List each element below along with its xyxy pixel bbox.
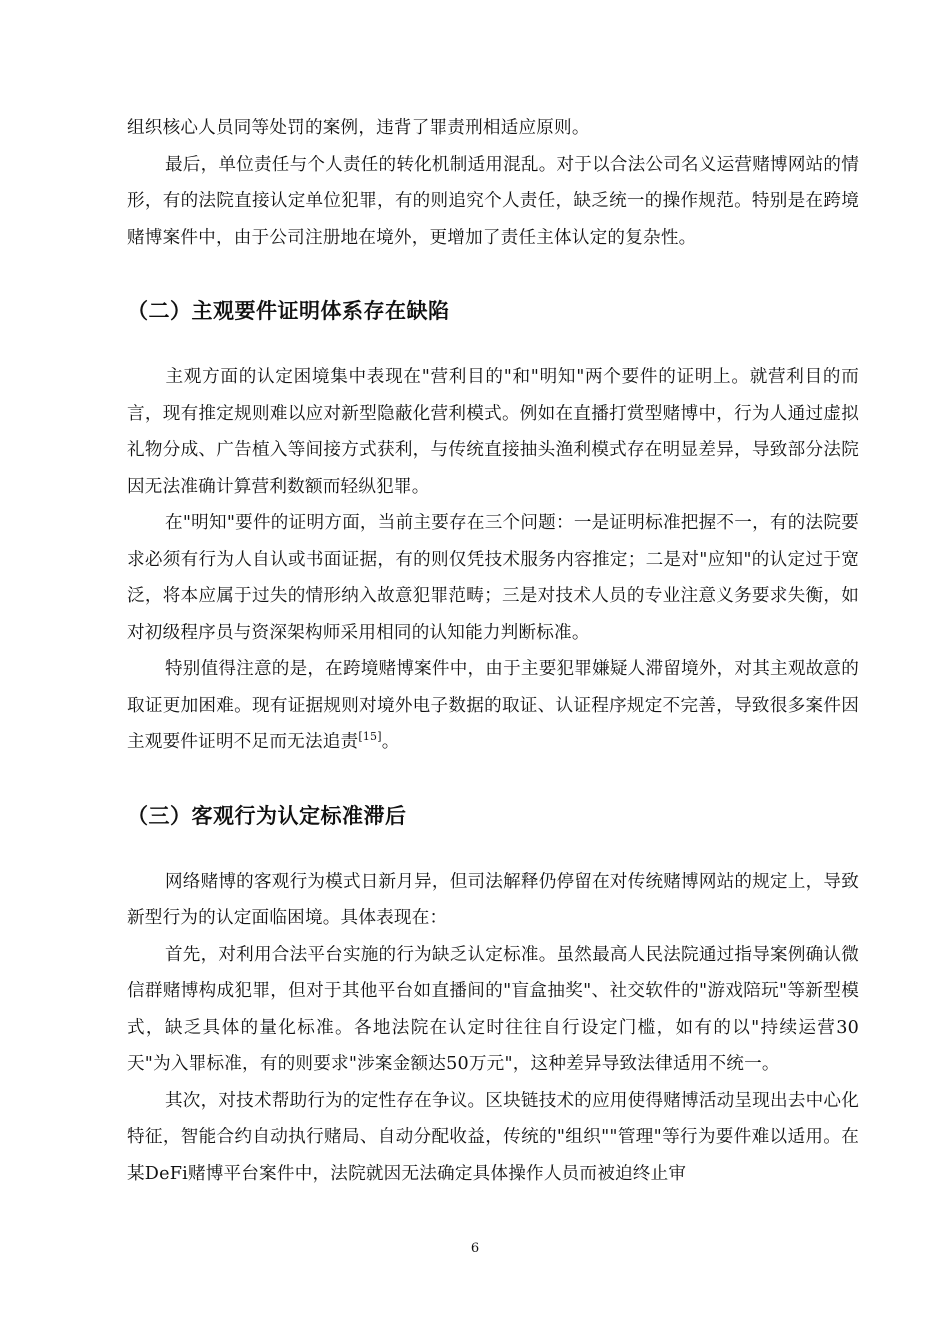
- paragraph-tail: 。: [381, 732, 400, 752]
- paragraph-knowledge-proof: [127, 505, 859, 651]
- page-number: 6: [470, 1241, 480, 1256]
- citation-reference: [15]: [358, 730, 382, 744]
- paragraph-continuation: [127, 110, 859, 147]
- paragraph-text: 特别值得注意的是，在跨境赌博案件中，由于主要犯罪嫌疑人滞留境外，对其主观故意的取证更加困难。现有证据规则对境外电子数据的取证、认证程序规定不完善，导致很多案件因主观要件证明不足而无法追责: [127, 659, 859, 752]
- paragraph-legal-platforms: [127, 937, 859, 1083]
- section-heading-objective-conduct: （三）客观行为认定标准滞后: [127, 803, 407, 828]
- paragraph-unit-liability: [127, 147, 859, 257]
- paragraph-profit-purpose: [127, 359, 859, 505]
- paragraph-text: 网络赌博的客观行为模式日新月异，但司法解释仍停留在对传统赌博网站的规定上，导致新型行为的认定面临困境。具体表现在：: [127, 871, 859, 928]
- paragraph-technical-assistance: [127, 1083, 859, 1193]
- paragraph-cross-border: [127, 651, 859, 761]
- paragraph-text: 在"明知"要件的证明方面，当前主要存在三个问题：一是证明标准把握不一，有的法院要求必须有行为人自认或书面证据，有的则仅凭技术服务内容推定；二是对"应知"的认定过于宽泛，将本应属于过失的情形纳入故意犯罪范畴；三是对技术人员的专业注意义务要求失衡，如对初级程序员与资深架构师采用相同的认知能力判断标准。: [127, 513, 859, 643]
- paragraph-text: 最后，单位责任与个人责任的转化机制适用混乱。对于以合法公司名义运营赌博网站的情形，有的法院直接认定单位犯罪，有的则追究个人责任，缺乏统一的操作规范。特别是在跨境赌博案件中，由于公司注册地在境外，更增加了责任主体认定的复杂性。: [127, 154, 859, 248]
- paragraph-text: 其次，对技术帮助行为的定性存在争议。区块链技术的应用使得赌博活动呈现出去中心化特征，智能合约自动执行赌局、自动分配收益，传统的"组织""管理"等行为要件难以适用。在某DeFi赌博平台案件中，法院就因无法确定具体操作人员而被迫终止审: [127, 1090, 859, 1184]
- document-body: [127, 110, 859, 1192]
- paragraph-text: 首先，对利用合法平台实施的行为缺乏认定标准。虽然最高人民法院通过指导案例确认微信群赌博构成犯罪，但对于其他平台如直播间的"盲盒抽奖"、社交软件的"游戏陪玩"等新型模式，缺乏具体的量化标准。各地法院在认定时往往自行设定门槛，如有的以"持续运营30天"为入罪标准，有的则要求"涉案金额达50万元"，这种差异导致法律适用不统一。: [127, 944, 859, 1074]
- paragraph-objective-intro: [127, 864, 859, 937]
- section-heading-subjective-elements: （二）主观要件证明体系存在缺陷: [127, 299, 450, 323]
- paragraph-text: 主观方面的认定困境集中表现在"营利目的"和"明知"两个要件的证明上。就营利目的而言，现有推定规则难以应对新型隐蔽化营利模式。例如在直播打赏型赌博中，行为人通过虚拟礼物分成、广告植入等间接方式获利，与传统直接抽头渔利模式存在明显差异，导致部分法院因无法准确计算营利数额而轻纵犯罪。: [127, 367, 859, 497]
- paragraph-text: 组织核心人员同等处罚的案例，违背了罪责刑相适应原则。: [127, 118, 590, 138]
